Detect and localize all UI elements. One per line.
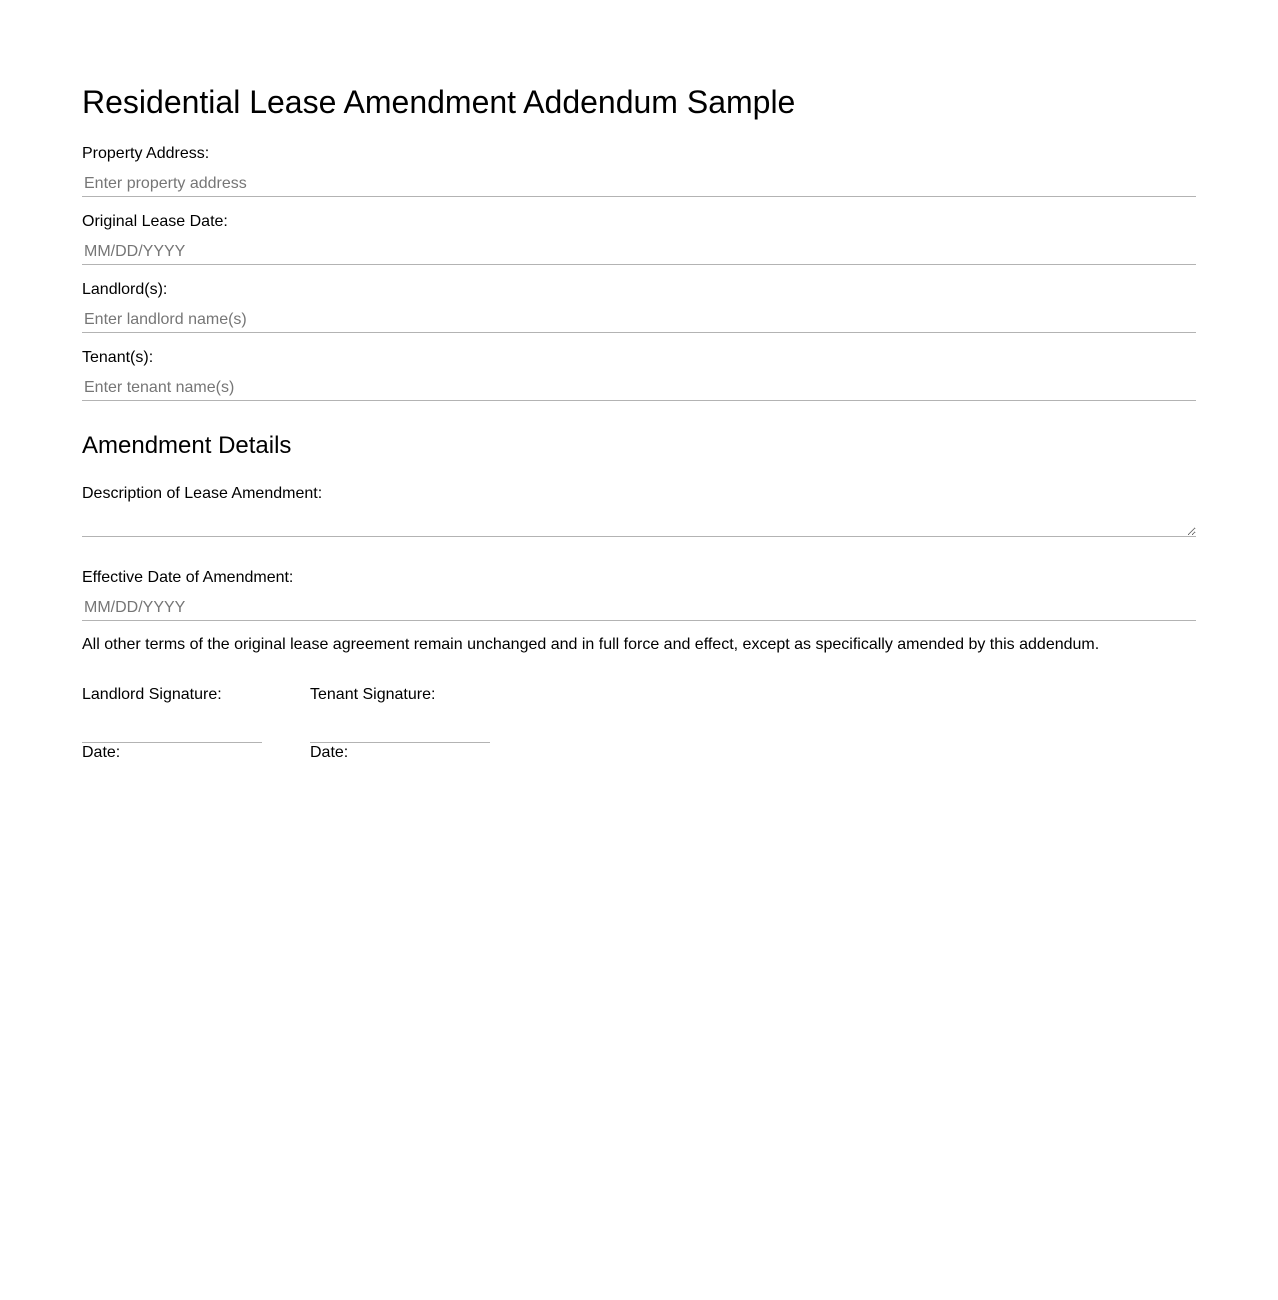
property-address-input[interactable] — [82, 171, 1196, 197]
amendment-description-label: Description of Lease Amendment: — [82, 485, 323, 502]
tenant-signature-label: Tenant Signature: — [310, 686, 436, 703]
landlords-input[interactable] — [82, 307, 1196, 333]
amendment-description-textarea[interactable] — [82, 508, 1196, 537]
original-lease-date-input[interactable] — [82, 239, 1196, 265]
tenants-label: Tenant(s): — [82, 349, 154, 366]
tenants-input[interactable] — [82, 375, 1196, 401]
effective-date-input[interactable] — [82, 595, 1196, 621]
original-lease-date-label: Original Lease Date: — [82, 213, 228, 230]
terms-statement: All other terms of the original lease agreement remain unchanged and in full force and effect, except as specifically amended by this addendum. — [82, 636, 1100, 653]
tenant-signature-line[interactable] — [310, 742, 490, 743]
landlords-label: Landlord(s): — [82, 281, 168, 298]
tenant-date-label: Date: — [310, 744, 349, 761]
landlord-signature-label: Landlord Signature: — [82, 686, 222, 703]
landlord-date-label: Date: — [82, 744, 121, 761]
amendment-details-heading: Amendment Details — [82, 432, 292, 459]
landlord-signature-line[interactable] — [82, 742, 262, 743]
property-address-label: Property Address: — [82, 145, 210, 162]
effective-date-label: Effective Date of Amendment: — [82, 569, 294, 586]
page-title: Residential Lease Amendment Addendum Sample — [82, 84, 796, 120]
